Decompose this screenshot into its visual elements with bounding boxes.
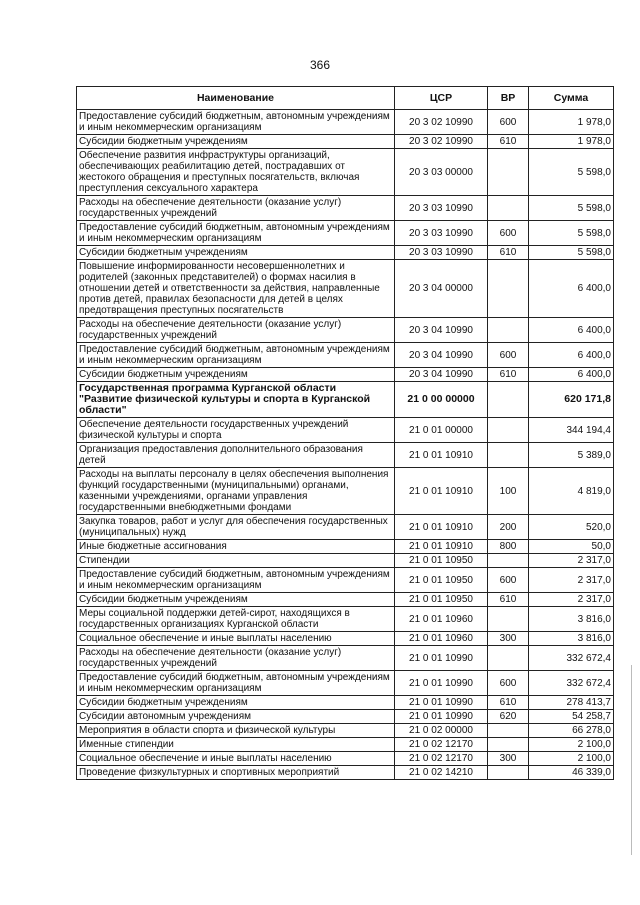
row-sum-cell: 50,0	[529, 540, 614, 554]
table-row	[77, 149, 614, 196]
row-sum-cell: 6 400,0	[529, 318, 614, 343]
row-name-cell: Расходы на обеспечение деятельности (оказание услуг) государственных учреждений	[77, 646, 395, 671]
row-name-cell: Субсидии бюджетным учреждениям	[77, 246, 395, 260]
row-name-cell: Социальное обеспечение и иные выплаты населению	[77, 752, 395, 766]
row-csr-cell: 21 0 01 10990	[395, 671, 488, 696]
row-name-cell: Меры социальной поддержки детей-сирот, находящихся в государственных организациях Курганской области	[77, 607, 395, 632]
scan-edge-mark	[631, 665, 632, 855]
table-row	[77, 110, 614, 135]
row-vr-cell: 620	[488, 710, 529, 724]
row-csr-cell: 21 0 02 12170	[395, 752, 488, 766]
row-sum-cell: 2 100,0	[529, 752, 614, 766]
table-row	[77, 418, 614, 443]
row-name-cell: Обеспечение развития инфраструктуры организаций, обеспечивающих реабилитацию детей, пострадавших от жестокого обращения и преступных посягательств, включая преступления сексуального характера	[77, 149, 395, 196]
row-name-cell: Предоставление субсидий бюджетным, автономным учреждениям и иным некоммерческим организациям	[77, 110, 395, 135]
row-vr-cell	[488, 766, 529, 780]
row-name-cell: Расходы на обеспечение деятельности (оказание услуг) государственных учреждений	[77, 318, 395, 343]
header-name: Наименование	[77, 87, 395, 110]
row-vr-cell: 800	[488, 540, 529, 554]
row-csr-cell: 21 0 01 10910	[395, 443, 488, 468]
row-vr-cell: 600	[488, 110, 529, 135]
table-row	[77, 568, 614, 593]
table-row	[77, 468, 614, 515]
table-row	[77, 738, 614, 752]
row-name-cell: Субсидии бюджетным учреждениям	[77, 696, 395, 710]
row-sum-cell: 5 598,0	[529, 221, 614, 246]
row-name-cell: Субсидии автономным учреждениям	[77, 710, 395, 724]
row-name-cell: Предоставление субсидий бюджетным, автономным учреждениям и иным некоммерческим организациям	[77, 568, 395, 593]
row-csr-cell: 20 3 04 00000	[395, 260, 488, 318]
table-body	[77, 110, 614, 780]
budget-table	[76, 86, 614, 780]
row-vr-cell: 600	[488, 343, 529, 368]
row-name-cell: Субсидии бюджетным учреждениям	[77, 368, 395, 382]
row-sum-cell: 46 339,0	[529, 766, 614, 780]
row-sum-cell: 2 317,0	[529, 554, 614, 568]
row-sum-cell: 520,0	[529, 515, 614, 540]
row-csr-cell: 21 0 01 10990	[395, 710, 488, 724]
row-csr-cell: 21 0 01 10950	[395, 593, 488, 607]
table-row	[77, 710, 614, 724]
header-csr: ЦСР	[395, 87, 488, 110]
row-vr-cell: 100	[488, 468, 529, 515]
row-name-cell: Закупка товаров, работ и услуг для обеспечения государственных (муниципальных) нужд	[77, 515, 395, 540]
page-number: 366	[309, 58, 331, 72]
table-row	[77, 343, 614, 368]
row-sum-cell: 344 194,4	[529, 418, 614, 443]
row-vr-cell	[488, 443, 529, 468]
row-vr-cell	[488, 554, 529, 568]
row-vr-cell: 600	[488, 671, 529, 696]
row-csr-cell: 20 3 02 10990	[395, 135, 488, 149]
row-name-cell: Расходы на обеспечение деятельности (оказание услуг) государственных учреждений	[77, 196, 395, 221]
row-vr-cell	[488, 149, 529, 196]
row-sum-cell: 66 278,0	[529, 724, 614, 738]
table-row	[77, 260, 614, 318]
row-name-cell: Иные бюджетные ассигнования	[77, 540, 395, 554]
row-name-cell: Государственная программа Курганской области "Развитие физической культуры и спорта в Курганской области"	[77, 382, 395, 418]
row-sum-cell: 6 400,0	[529, 343, 614, 368]
row-csr-cell: 21 0 01 10950	[395, 554, 488, 568]
row-vr-cell	[488, 418, 529, 443]
row-sum-cell: 1 978,0	[529, 135, 614, 149]
row-name-cell: Расходы на выплаты персоналу в целях обеспечения выполнения функций государственными (муниципальными) органами, казенными учреждениями, органами управления государственными внебюджетными фондами	[77, 468, 395, 515]
row-csr-cell: 20 3 04 10990	[395, 343, 488, 368]
row-csr-cell: 20 3 02 10990	[395, 110, 488, 135]
row-vr-cell	[488, 196, 529, 221]
row-vr-cell	[488, 724, 529, 738]
table-row	[77, 593, 614, 607]
row-vr-cell: 610	[488, 246, 529, 260]
row-csr-cell: 21 0 02 12170	[395, 738, 488, 752]
row-csr-cell: 21 0 01 10990	[395, 696, 488, 710]
row-vr-cell	[488, 318, 529, 343]
table-row	[77, 382, 614, 418]
table-row	[77, 766, 614, 780]
row-vr-cell	[488, 382, 529, 418]
table-row	[77, 724, 614, 738]
row-csr-cell: 20 3 04 10990	[395, 318, 488, 343]
table-row	[77, 246, 614, 260]
row-vr-cell: 610	[488, 593, 529, 607]
row-vr-cell: 300	[488, 632, 529, 646]
table-row	[77, 443, 614, 468]
row-sum-cell: 4 819,0	[529, 468, 614, 515]
row-name-cell: Повышение информированности несовершеннолетних и родителей (законных представителей) о формах насилия в отношении детей и ответственности за действия, направленные против детей, правилах безопасности для детей в целях предотвращения преступных посягательств	[77, 260, 395, 318]
table-row	[77, 696, 614, 710]
table-row	[77, 135, 614, 149]
row-sum-cell: 332 672,4	[529, 646, 614, 671]
row-vr-cell: 300	[488, 752, 529, 766]
row-csr-cell: 21 0 02 14210	[395, 766, 488, 780]
row-name-cell: Субсидии бюджетным учреждениям	[77, 593, 395, 607]
row-sum-cell: 5 598,0	[529, 149, 614, 196]
table-row	[77, 515, 614, 540]
row-vr-cell	[488, 260, 529, 318]
row-sum-cell: 332 672,4	[529, 671, 614, 696]
header-vr: ВР	[488, 87, 529, 110]
row-csr-cell: 20 3 03 10990	[395, 246, 488, 260]
row-sum-cell: 2 100,0	[529, 738, 614, 752]
row-csr-cell: 21 0 01 10910	[395, 468, 488, 515]
table-row	[77, 196, 614, 221]
table-row	[77, 368, 614, 382]
row-sum-cell: 54 258,7	[529, 710, 614, 724]
table-row	[77, 318, 614, 343]
row-sum-cell: 5 598,0	[529, 196, 614, 221]
row-vr-cell	[488, 738, 529, 752]
row-sum-cell: 6 400,0	[529, 368, 614, 382]
table-row	[77, 607, 614, 632]
row-csr-cell: 21 0 02 00000	[395, 724, 488, 738]
row-vr-cell: 200	[488, 515, 529, 540]
row-csr-cell: 21 0 01 10960	[395, 632, 488, 646]
row-name-cell: Организация предоставления дополнительного образования детей	[77, 443, 395, 468]
row-csr-cell: 21 0 01 10910	[395, 540, 488, 554]
table-row	[77, 632, 614, 646]
row-vr-cell	[488, 607, 529, 632]
row-name-cell: Предоставление субсидий бюджетным, автономным учреждениям и иным некоммерческим организациям	[77, 343, 395, 368]
row-csr-cell: 21 0 00 00000	[395, 382, 488, 418]
table-row	[77, 221, 614, 246]
header-sum: Сумма	[529, 87, 614, 110]
row-csr-cell: 20 3 03 10990	[395, 221, 488, 246]
row-sum-cell: 5 598,0	[529, 246, 614, 260]
row-vr-cell: 600	[488, 221, 529, 246]
row-csr-cell: 21 0 01 10990	[395, 646, 488, 671]
row-sum-cell: 5 389,0	[529, 443, 614, 468]
row-csr-cell: 21 0 01 10910	[395, 515, 488, 540]
row-name-cell: Предоставление субсидий бюджетным, автономным учреждениям и иным некоммерческим организациям	[77, 671, 395, 696]
table-row	[77, 752, 614, 766]
row-vr-cell	[488, 646, 529, 671]
table-row	[77, 646, 614, 671]
row-name-cell: Стипендии	[77, 554, 395, 568]
row-csr-cell: 20 3 04 10990	[395, 368, 488, 382]
row-sum-cell: 620 171,8	[529, 382, 614, 418]
row-sum-cell: 3 816,0	[529, 607, 614, 632]
table-row	[77, 671, 614, 696]
table-row	[77, 554, 614, 568]
row-sum-cell: 278 413,7	[529, 696, 614, 710]
row-name-cell: Именные стипендии	[77, 738, 395, 752]
table-row	[77, 540, 614, 554]
row-vr-cell: 610	[488, 368, 529, 382]
row-name-cell: Проведение физкультурных и спортивных мероприятий	[77, 766, 395, 780]
row-csr-cell: 21 0 01 10950	[395, 568, 488, 593]
row-csr-cell: 20 3 03 00000	[395, 149, 488, 196]
row-name-cell: Предоставление субсидий бюджетным, автономным учреждениям и иным некоммерческим организациям	[77, 221, 395, 246]
row-csr-cell: 21 0 01 10960	[395, 607, 488, 632]
row-vr-cell: 600	[488, 568, 529, 593]
row-vr-cell: 610	[488, 696, 529, 710]
row-sum-cell: 6 400,0	[529, 260, 614, 318]
row-csr-cell: 20 3 03 10990	[395, 196, 488, 221]
table-header-row	[77, 87, 614, 110]
row-csr-cell: 21 0 01 00000	[395, 418, 488, 443]
row-sum-cell: 2 317,0	[529, 593, 614, 607]
row-name-cell: Мероприятия в области спорта и физической культуры	[77, 724, 395, 738]
row-name-cell: Социальное обеспечение и иные выплаты населению	[77, 632, 395, 646]
row-sum-cell: 2 317,0	[529, 568, 614, 593]
row-vr-cell: 610	[488, 135, 529, 149]
row-name-cell: Субсидии бюджетным учреждениям	[77, 135, 395, 149]
row-name-cell: Обеспечение деятельности государственных учреждений физической культуры и спорта	[77, 418, 395, 443]
row-sum-cell: 1 978,0	[529, 110, 614, 135]
row-sum-cell: 3 816,0	[529, 632, 614, 646]
